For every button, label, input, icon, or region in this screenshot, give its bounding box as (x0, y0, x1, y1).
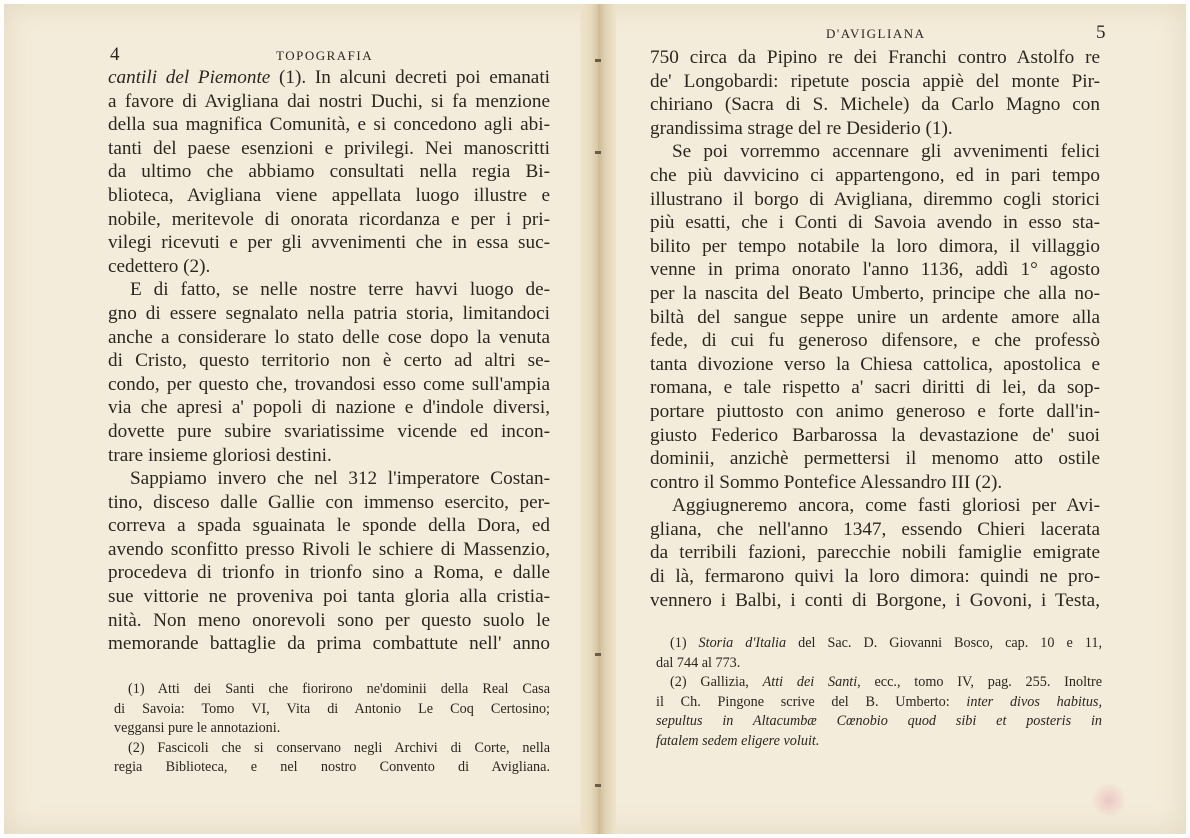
book-spread (4, 4, 1186, 834)
text-line: venne in prima onorato l'anno 1136, addì 1° agosto (650, 259, 1100, 281)
page-number: 4 (110, 44, 120, 65)
text-line: grandissima strage del re Desiderio (1). (650, 117, 953, 139)
text-line: contro il Sommo Pontefice Alessandro III (2). (650, 471, 1003, 493)
text-line: dominii, anzichè permettersi il menomo atto ostile (650, 448, 1100, 470)
text-line: sue vittorie ne proveniva poi tanta gloria alla cristia- (108, 586, 550, 608)
text-line: cantili del Piemonte (1). In alcuni decreti poi emanati (108, 67, 550, 88)
text-line: della sua magnifica Comunità, e si concedono agli abi- (108, 114, 550, 136)
text-line: 750 circa da Pipino re dei Franchi contro Astolfo re (650, 47, 1100, 68)
text-line: fede, di cui fu generoso difensore, e che professò (650, 330, 1100, 352)
text-line: più esatti, che i Conti di Savoia avendo in esso sta- (650, 212, 1100, 234)
text-line: via che apresi a' popoli di nazione e d'indole diversi, (108, 397, 550, 419)
text-line: che più davvicino ci appartengono, ed in pari tempo (650, 164, 1100, 186)
right-page (616, 4, 1186, 834)
footnote-line: fatalem sedem eligere voluit. (656, 732, 820, 749)
text-line: trare insieme gloriosi destini. (108, 444, 332, 466)
footnote-line: dal 744 al 773. (656, 654, 741, 671)
footnote-line: (2) Fascicoli che si conservano negli Archivi di Corte, nella (128, 739, 550, 756)
text-line: nità. Non meno onorevoli sono per questo suolo le (108, 609, 550, 631)
footnote-line: il Ch. Pingone scrive del B. Umberto: inter divos habitus, (656, 693, 1102, 710)
text-line: tanta divozione verso la Chiesa cattolica, apostolica e (650, 353, 1100, 375)
footnotes (656, 634, 1102, 751)
text-line: gno di essere segnalato nella patria storia, limitandoci (108, 302, 550, 324)
text-line: a favore di Avigliana dai nostri Duchi, si fa menzione (108, 90, 550, 112)
text-line: blioteca, Avigliana viene appellata luogo illustre e (108, 184, 550, 206)
text-line: di Cristo, questo territorio non è certo ad altri se- (108, 350, 550, 372)
text-line: da terribili fazioni, parecchie nobili famiglie emigrate (650, 542, 1100, 564)
text-line: chiriano (Sacra di S. Michele) da Carlo Magno con (650, 94, 1100, 116)
text-line: Sappiamo invero che nel 312 l'imperatore Costan- (130, 468, 550, 490)
text-line: Se poi vorremmo accennare gli avvenimenti felici (672, 141, 1100, 163)
text-line: dovette pure subire svariatissime vicende ed incon- (108, 420, 550, 442)
text-line: vilegi ricevuti e per gli avvenimenti che in essa suc- (108, 232, 550, 254)
footnote-line: (1) Storia d'Italia del Sac. D. Giovanni Bosco, cap. 10 e 11, (670, 635, 1102, 651)
footnote-line: veggansi pure le annotazioni. (114, 720, 281, 736)
text-line: di là, fermarono quivi la loro dimora: quindi ne pro- (650, 566, 1100, 588)
text-line: correva a spada sguainata le sponde della Dora, ed (108, 515, 550, 537)
text-line: tanti del paese esenzioni e privilegi. Nei manoscritti (108, 137, 550, 159)
text-line: de' Longobardi: ripetute poscia appiè del monte Pir- (650, 70, 1100, 92)
text-line: nobile, meritevole di onorata ricordanza e per i pri- (108, 208, 550, 230)
paper-stain (1089, 784, 1129, 816)
text-line: condo, per questo che, trovandosi esso come sull'ampia (108, 373, 550, 395)
text-line: biltà del sangue seppe unire un ardente amore alla (650, 306, 1100, 328)
footnote-line: di Savoia: Tomo VI, Vita di Antonio Le Coq Certosino; (114, 700, 550, 717)
left-page (4, 4, 580, 834)
text-line: memorande battaglie da prima combattute nell' anno (108, 633, 550, 655)
running-head: TOPOGRAFIA (276, 48, 374, 63)
text-line: Aggiugneremo ancora, come fasti gloriosi per Avi- (672, 495, 1100, 517)
running-head: D'AVIGLIANA (826, 26, 926, 41)
book-gutter (580, 4, 616, 834)
page-number: 5 (1096, 22, 1106, 43)
text-line: cedettero (2). (108, 255, 211, 277)
body-text (650, 46, 1100, 612)
text-line: illustrano il borgo di Avigliana, diremmo cogli storici (650, 188, 1100, 210)
body-text (108, 66, 550, 656)
footnote-line: (2) Gallizia, Atti dei Santi, ecc., tomo IV, pag. 255. Inoltre (670, 674, 1102, 690)
text-line: tino, disceso dalle Gallie con immenso esercito, per- (108, 491, 550, 513)
text-line: E di fatto, se nelle nostre terre havvi luogo de- (130, 279, 550, 301)
text-line: vennero i Balbi, i conti di Borgone, i Govoni, i Testa, (650, 589, 1100, 611)
footnote-line: sepultus in Altacumbæ Cœnobio quod sibi et posteris in (656, 713, 1102, 729)
text-line: giusto Federico Barbarossa la devastazione de' suoi (650, 424, 1100, 446)
text-line: portare piuttosto con animo generoso e forte dall'in- (650, 400, 1100, 422)
footnote-line: regia Biblioteca, e nel nostro Convento di Avigliana. (114, 759, 550, 775)
text-line: gliana, che nell'anno 1347, essendo Chieri lacerata (650, 518, 1100, 540)
text-line: anche a considerare lo stato delle cose dopo la venuta (108, 326, 550, 348)
footnote-line: (1) Atti dei Santi che fiorirono ne'dominii della Real Casa (128, 681, 550, 697)
footnotes (114, 680, 550, 778)
text-line: da ultimo che abbiamo consultati nella regia Bi- (108, 161, 550, 183)
text-line: romana, e tale rispetto a' sacri diritti di lei, da sop- (650, 377, 1100, 399)
text-line: bilito per tempo notabile la loro dimora, il villaggio (650, 235, 1100, 257)
text-line: per la nascita del Beato Umberto, principe che alla no- (650, 282, 1100, 304)
text-line: procedeva di trionfo in trionfo sino a Roma, e dalle (108, 562, 550, 584)
text-line: avendo sconfitto presso Rivoli le schiere di Massenzio, (108, 538, 550, 560)
